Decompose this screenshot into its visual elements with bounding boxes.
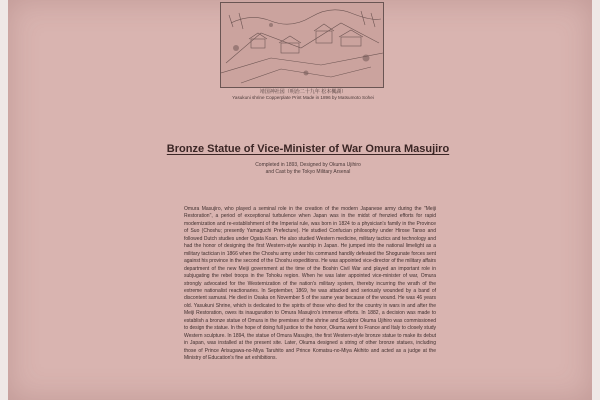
print-caption-english: Yasukuni shrine Copperplate Print Made in 1896 by Matsumoto Sohei: [232, 95, 374, 100]
completion-note: Completed in 1893, Designed by Okuma Ujihiro: [255, 162, 361, 168]
plaque-title: Bronze Statue of Vice-Minister of War Omura Masujiro: [166, 143, 450, 155]
information-plaque: [8, 0, 592, 400]
casting-note: and Cast by the Tokyo Military Arsenal: [265, 169, 351, 175]
print-caption-japanese: 靖国神社図（明治二十九年 松本楓湖）: [259, 89, 347, 95]
copperplate-print-image: [220, 2, 384, 88]
plaque-body-text: Omura Masujiro, who played a seminal role in the creation of the modern Japanese army during the "Meiji Restoration", a period of exceptional turbulence when Japan was in the midst of frenzied efforts for rapid modernization and re-establishment of the Imperial rule, was born in 1824 to a physician's family in the Province of Suo (Choshu; presently Yamaguchi Prefecture). He studied Confucian philosophy under Hirose Tanso and followed Dutch studies under Ogata Koan. He also studied Western medicine, military tactics and technology and had the honor of designing the first Western-style warship in Japan. He jumped into the national limelight as a military tactician in 1866 when the Choshu army under his command handily defeated the Shogunate forces sent against his province in the second of the Choshu expeditions. He was appointed vice-director of the military affairs department of the new Meiji government at the time of the Boshin Civil War and played an important role in subjugating the rebel troops in the Tohoku region. When he was later appointed vice-minister of war, Omura strongly advocated for the Westernization of the nation's military system, thereby incurring the wrath of the extreme nationalist reactionaries. In September, 1869, he was attacked and seriously wounded by a band of discontent samurai. He died in Osaka on November 5 of the same year because of the wound. He was 46 years old. Yasukuni Shrine, which is dedicated to the spirits of those who died for the country in wars in and after the Meiji Restoration, owes its inauguration to Omura Masujiro's immense efforts. In 1882, a decision was made to establish a bronze statue of Omura in the premises of the shrine and Sculptor Okuma Ujihiro was commissioned to design the statue. In the hope of doing full justice to the honor, Okuma went to France and Italy to closely study Western sculpture. In 1894, the statue of Omura Masujiro, the first Western-style bronze statue to make its debut in Japan, was installed at the present site. Later, Okuma designed a string of other bronze statues, including those of Prince Arisugawa-no-Miya Taruhito and Prince Komatsu-no-Miya Akihito and acted as a judge at the Ministry of Education's fine art exhibitions.: [184, 206, 436, 362]
